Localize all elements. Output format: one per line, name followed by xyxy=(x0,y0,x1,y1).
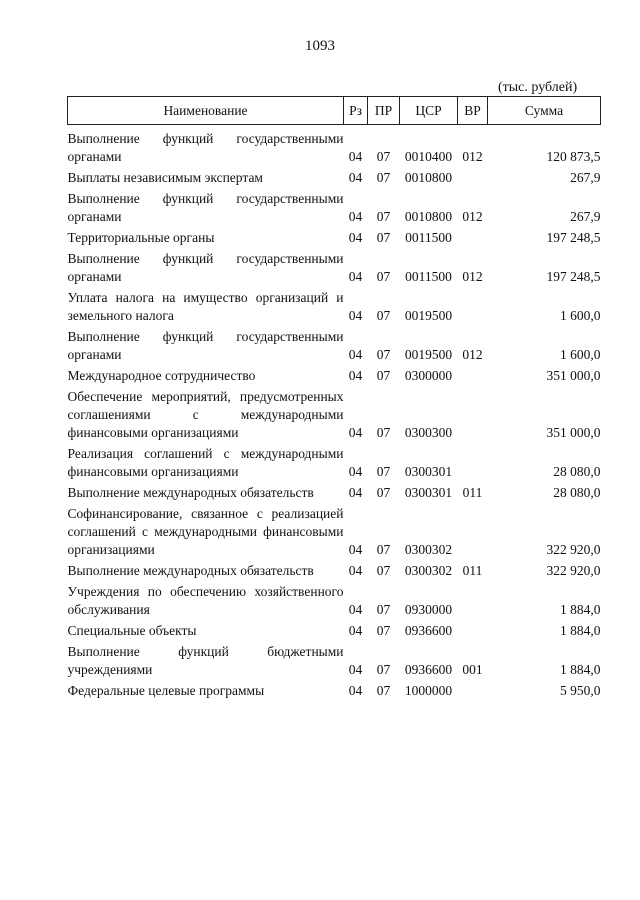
row-sum: 28 080,0 xyxy=(553,464,601,479)
row-name-text: Обеспечение мероприятий, предусмотренных соглашениями с международными финансовыми организациями xyxy=(67,389,344,440)
row-pr: 07 xyxy=(376,209,391,224)
row-name xyxy=(68,125,344,170)
row-pr: 07 xyxy=(376,623,391,638)
row-name-text: Международное сотрудничество xyxy=(67,368,256,383)
row-name-text: Выполнение функций государственными органами xyxy=(67,191,344,224)
row-sum: 5 950,0 xyxy=(560,683,601,698)
table-row xyxy=(68,289,601,328)
row-rz: 04 xyxy=(348,623,363,638)
row-sum: 1 884,0 xyxy=(560,662,601,677)
row-vr: 001 xyxy=(462,662,483,677)
row-csr: 0936600 xyxy=(404,623,453,638)
row-name-text: Выполнение функций государственными органами xyxy=(67,329,344,362)
row-name-text: Выполнение функций государственными органами xyxy=(67,251,344,284)
header-name: Наименование xyxy=(68,97,344,125)
row-name xyxy=(68,583,344,622)
row-pr: 07 xyxy=(376,230,391,245)
row-name xyxy=(68,289,344,328)
row-vr: 012 xyxy=(462,347,483,362)
row-name xyxy=(68,367,344,388)
row-sum: 322 920,0 xyxy=(546,542,601,557)
row-pr: 07 xyxy=(376,149,391,164)
row-rz: 04 xyxy=(348,542,363,557)
row-name-text: Уплата налога на имущество организаций и земельного налога xyxy=(67,290,344,323)
row-rz: 04 xyxy=(348,563,363,578)
row-rz: 04 xyxy=(348,425,363,440)
header-rz: Рз xyxy=(344,97,368,125)
row-sum: 1 884,0 xyxy=(560,623,601,638)
row-rz: 04 xyxy=(348,230,363,245)
row-pr: 07 xyxy=(376,563,391,578)
row-pr: 07 xyxy=(376,368,391,383)
row-name xyxy=(68,229,344,250)
table-row xyxy=(68,505,601,562)
row-sum: 351 000,0 xyxy=(546,425,601,440)
table-row xyxy=(68,125,601,170)
table-row xyxy=(68,250,601,289)
row-vr xyxy=(458,445,488,484)
row-name-text: Специальные объекты xyxy=(67,623,197,638)
row-vr xyxy=(458,289,488,328)
row-csr: 0936600 xyxy=(404,662,453,677)
row-name xyxy=(68,562,344,583)
row-pr: 07 xyxy=(376,683,391,698)
row-sum: 197 248,5 xyxy=(546,269,601,284)
table-row xyxy=(68,169,601,190)
row-name-text: Выполнение функций бюджетными учреждениями xyxy=(67,644,344,677)
table-row xyxy=(68,328,601,367)
row-vr xyxy=(458,367,488,388)
row-name xyxy=(68,682,344,703)
row-vr: 012 xyxy=(462,149,483,164)
row-vr xyxy=(458,682,488,703)
row-csr: 0010800 xyxy=(404,170,453,185)
row-sum: 197 248,5 xyxy=(546,230,601,245)
row-rz: 04 xyxy=(348,209,363,224)
row-name xyxy=(68,388,344,445)
row-name xyxy=(68,622,344,643)
row-csr: 0300302 xyxy=(404,563,453,578)
budget-table xyxy=(67,96,601,703)
table-row xyxy=(68,682,601,703)
row-csr: 0300301 xyxy=(404,464,453,479)
row-pr: 07 xyxy=(376,485,391,500)
row-csr: 0010800 xyxy=(404,209,453,224)
row-name xyxy=(68,643,344,682)
row-rz: 04 xyxy=(348,683,363,698)
row-name xyxy=(68,328,344,367)
row-name-text: Выполнение международных обязательств xyxy=(67,485,314,500)
table-row xyxy=(68,583,601,622)
row-csr: 0300000 xyxy=(404,368,453,383)
row-vr xyxy=(458,388,488,445)
row-vr xyxy=(458,505,488,562)
row-pr: 07 xyxy=(376,542,391,557)
row-vr: 011 xyxy=(462,563,483,578)
row-csr: 0300302 xyxy=(404,542,453,557)
row-pr: 07 xyxy=(376,347,391,362)
row-name-text: Выплаты независимым экспертам xyxy=(67,170,263,185)
row-pr: 07 xyxy=(376,269,391,284)
row-vr xyxy=(458,229,488,250)
row-vr: 012 xyxy=(462,209,483,224)
table-row xyxy=(68,190,601,229)
row-name-text: Учреждения по обеспечению хозяйственного обслуживания xyxy=(67,584,344,617)
row-sum: 351 000,0 xyxy=(546,368,601,383)
row-vr xyxy=(458,169,488,190)
table-row xyxy=(68,445,601,484)
row-vr xyxy=(458,583,488,622)
row-pr: 07 xyxy=(376,425,391,440)
row-csr: 0930000 xyxy=(404,602,453,617)
row-rz: 04 xyxy=(348,149,363,164)
header-vr: ВР xyxy=(458,97,488,125)
row-name xyxy=(68,250,344,289)
table-row xyxy=(68,643,601,682)
row-name xyxy=(68,169,344,190)
table-header-row xyxy=(68,97,601,125)
row-csr: 0019500 xyxy=(404,347,453,362)
row-name-text: Федеральные целевые программы xyxy=(67,683,265,698)
table-row xyxy=(68,388,601,445)
row-sum: 1 600,0 xyxy=(560,347,601,362)
table-row xyxy=(68,367,601,388)
row-pr: 07 xyxy=(376,662,391,677)
page-number: 1093 xyxy=(305,38,335,54)
row-sum: 267,9 xyxy=(570,170,601,185)
row-name-text: Территориальные органы xyxy=(67,230,215,245)
row-name-text: Софинансирование, связанное с реализацией соглашений с международными финансовыми организациями xyxy=(67,506,344,557)
row-csr: 0011500 xyxy=(405,230,452,245)
row-csr: 0300300 xyxy=(404,425,453,440)
row-vr xyxy=(458,622,488,643)
row-rz: 04 xyxy=(348,464,363,479)
row-pr: 07 xyxy=(376,602,391,617)
row-vr: 012 xyxy=(462,269,483,284)
row-name-text: Реализация соглашений с международными финансовыми организациями xyxy=(67,446,344,479)
table-row xyxy=(68,229,601,250)
row-csr: 0019500 xyxy=(404,308,453,323)
row-rz: 04 xyxy=(348,662,363,677)
table-row xyxy=(68,484,601,505)
row-rz: 04 xyxy=(348,308,363,323)
table-row xyxy=(68,622,601,643)
row-name-text: Выполнение функций государственными органами xyxy=(67,131,344,164)
row-sum: 1 600,0 xyxy=(560,308,601,323)
row-sum: 28 080,0 xyxy=(553,485,601,500)
header-sum: Сумма xyxy=(488,97,601,125)
row-sum: 120 873,5 xyxy=(546,149,601,164)
row-csr: 0300301 xyxy=(404,485,453,500)
row-pr: 07 xyxy=(376,170,391,185)
row-rz: 04 xyxy=(348,368,363,383)
header-pr: ПР xyxy=(368,97,400,125)
table-row xyxy=(68,562,601,583)
units-label: (тыс. рублей) xyxy=(498,80,578,95)
row-rz: 04 xyxy=(348,602,363,617)
row-csr: 0011500 xyxy=(405,269,452,284)
row-csr: 0010400 xyxy=(404,149,453,164)
row-name xyxy=(68,445,344,484)
row-sum: 267,9 xyxy=(570,209,601,224)
row-rz: 04 xyxy=(348,170,363,185)
row-pr: 07 xyxy=(376,308,391,323)
row-name xyxy=(68,505,344,562)
header-csr: ЦСР xyxy=(400,97,458,125)
row-rz: 04 xyxy=(348,269,363,284)
row-sum: 322 920,0 xyxy=(546,563,601,578)
row-name xyxy=(68,484,344,505)
row-name xyxy=(68,190,344,229)
row-csr: 1000000 xyxy=(404,683,453,698)
row-sum: 1 884,0 xyxy=(560,602,601,617)
row-vr: 011 xyxy=(462,485,483,500)
row-pr: 07 xyxy=(376,464,391,479)
row-rz: 04 xyxy=(348,347,363,362)
row-name-text: Выполнение международных обязательств xyxy=(67,563,314,578)
row-rz: 04 xyxy=(348,485,363,500)
